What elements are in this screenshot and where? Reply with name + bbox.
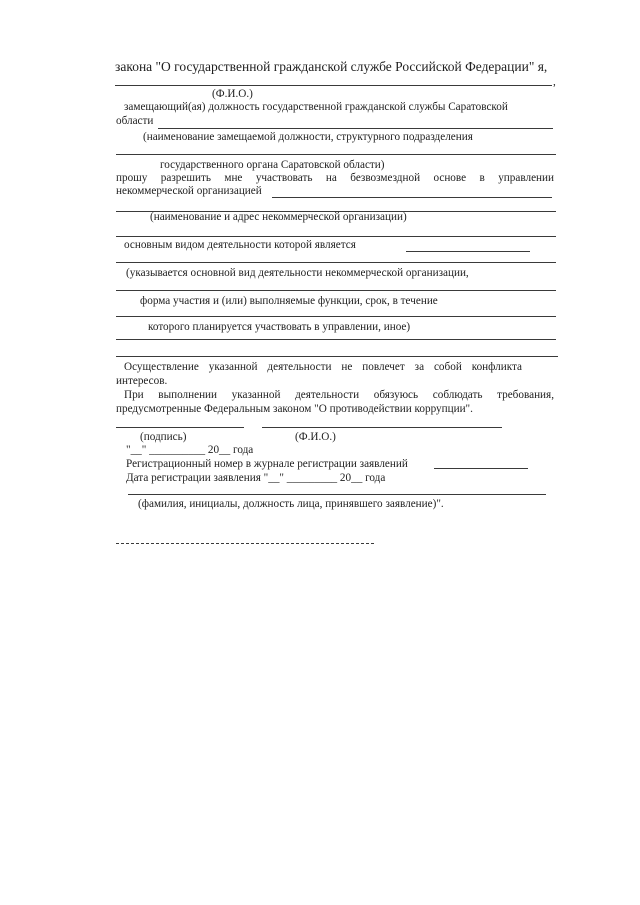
registration-number-underline [434,468,528,469]
signature-hint: (подпись) [140,431,187,443]
activity-hint: (указывается основной вид деятельности некоммерческой организации, [126,267,469,279]
org-label: некоммерческой организацией [116,185,262,197]
signature-underline [116,427,244,428]
activity-hint-3: которого планируется участвовать в управлении, иное) [148,321,411,333]
activity-underline-2 [116,262,556,263]
obligation-line: При выполнении указанной деятельности обязуюсь соблюдать требования, [124,389,554,401]
conflict-line: Осуществление указанной деятельности не повлечет за собой конфликта [124,361,522,373]
registrar-hint: (фамилия, инициалы, должность лица, принявшего заявление)". [138,498,444,510]
org-address-underline [116,236,556,237]
position-hint: (наименование замещаемой должности, структурного подразделения [143,131,473,143]
signature-date: "__" __________ 20__ года [126,444,254,456]
activity-underline-5 [116,339,556,340]
fio-underline [115,85,552,86]
activity-underline-6 [116,356,558,357]
activity-label: основным видом деятельности которой является [124,239,356,251]
region-label: области [116,115,154,127]
activity-hint-2: форма участия и (или) выполняемые функции, срок, в течение [140,295,438,307]
intro-line: закона "О государственной гражданской службе Российской Федерации" я, [115,59,548,74]
activity-underline-4 [116,316,556,317]
obligation-line-2: предусмотренные Федеральным законом "О противодействии коррупции". [116,403,473,415]
position-line: замещающий(ая) должность государственной гражданской службы Саратовской [124,101,508,113]
registration-date-label: Дата регистрации заявления "__" _________ 20__ года [126,472,386,484]
position-hint-2: государственного органа Саратовской области) [160,159,385,171]
position-underline [158,128,553,129]
conflict-line-2: интересов. [116,375,168,387]
activity-underline [406,251,530,252]
end-separator [116,543,374,544]
request-line: прошу разрешить мне участвовать на безвозмездной основе в управлении [116,172,554,184]
signer-fio-underline [262,427,502,428]
department-underline [116,154,556,155]
registration-number-label: Регистрационный номер в журнале регистрации заявлений [126,458,408,470]
org-underline [272,197,552,198]
line-end-comma: , [553,76,556,88]
signer-fio-hint: (Ф.И.О.) [295,431,336,443]
registrar-underline [128,494,546,495]
org-hint: (наименование и адрес некоммерческой организации) [150,211,407,223]
activity-underline-3 [116,290,556,291]
fio-hint: (Ф.И.О.) [212,88,253,100]
